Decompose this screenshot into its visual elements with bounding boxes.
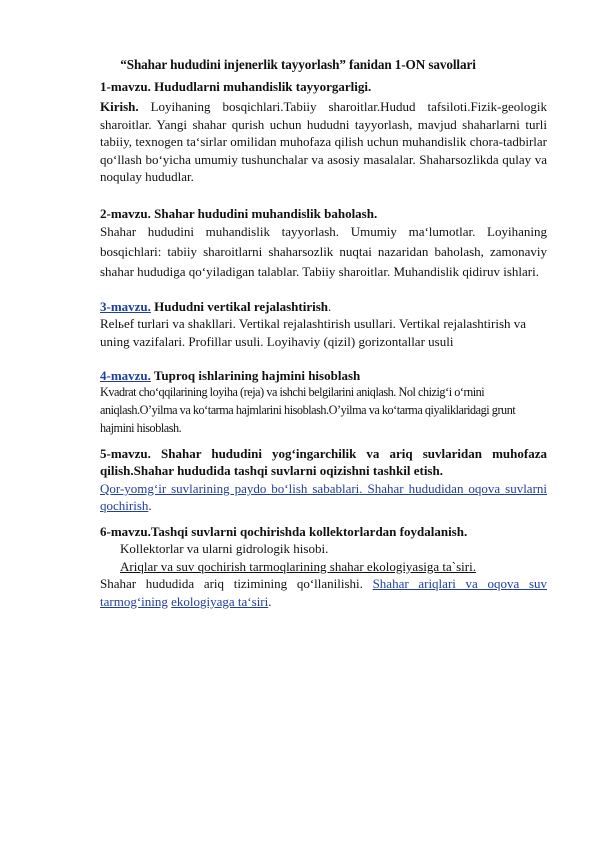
section-4-title: Tuproq ishlarining hajmini hisoblash xyxy=(150,368,361,383)
section-5-body xyxy=(100,480,547,515)
section-6-link-1[interactable]: Shahar ariqlari va oqova suv tarmog‘ining xyxy=(100,576,547,609)
section-3-heading xyxy=(100,298,547,315)
section-1-text: Loyihaning bosqichlari.Tabiiy sharoitlar.Hudud tafsiloti.Fizik-geologik sharoitlar. Yangi shahar qurish uchun hududni tayyorlash, mavjud shaharlarni turli tabiiy, texnogen ta‘sirlar omilidan muhofaza qilish uchun muhandislik chora-tadbirlar qo‘llash bo‘yicha umumiy tushunchalar va asosiy masalalar. Shaharsozlikda qulay va noqulay hududlar. xyxy=(100,99,547,185)
section-6-heading: 6-mavzu.Tashqi suvlarni qochirishda kollektorlardan foydalanish. xyxy=(100,524,468,539)
section-5-separator: . xyxy=(359,480,368,496)
section-3-title: Hududni vertikal rejalashtirish xyxy=(150,299,329,314)
section-3-body: Relьef turlari va shakllari. Vertikal rejalashtirish usullari. Vertikal rejalashtirish va uning vazifalari. Profillar usuli. Loyihaviy (qizil) gorizontallar usuli xyxy=(100,316,527,349)
section-2-heading: 2-mavzu. Shahar hududini muhandislik baholash. xyxy=(100,206,378,221)
intro-label: Kirish. xyxy=(100,99,139,115)
section-4-heading xyxy=(100,367,547,384)
section-6-body xyxy=(100,575,547,610)
section-3-heading-tail: . xyxy=(328,299,332,314)
section-4-body: Kvadrat cho‘qqilarining loyiha (reja) va ishchi belgilarini aniqlash. Nol chizig‘i o‘rnini aniqlash.O’yilma va ko‘tarma hajmlarini hisoblash.O’yilma va ko‘tarma qiyaliklaridagi grunt hajmini hisoblash. xyxy=(100,385,516,435)
section-3 xyxy=(100,298,547,350)
section-6-underlined-line: Ariqlar va suv qochirish tarmoqlarining shahar ekologiyasiga ta`siri. xyxy=(120,558,476,574)
section-6-tail: . xyxy=(268,593,272,609)
section-3-link[interactable]: 3-mavzu. xyxy=(100,299,151,314)
section-6 xyxy=(100,523,547,610)
section-1-heading: 1-mavzu. Hududlarni muhandislik tayyorgarligi. xyxy=(100,79,372,94)
section-5-tail: . xyxy=(148,498,152,514)
section-4 xyxy=(100,367,547,437)
section-6-line-2 xyxy=(100,558,547,575)
section-5-link-1[interactable]: Qor-yomg‘ir suvlarining paydo bo‘lish sabablari xyxy=(100,480,360,496)
section-6-text: Shahar hududida ariq tizimining qo‘llanilishi. xyxy=(100,576,373,592)
section-6-link-2[interactable]: ekologiyaga ta‘siri xyxy=(171,593,269,609)
section-2 xyxy=(100,205,547,281)
section-1-body xyxy=(100,98,547,185)
document-title: “Shahar hududini injenerlik tayyorlash” fanidan 1-ON savollari xyxy=(120,57,476,72)
section-5 xyxy=(100,445,547,515)
section-6-line-1: Kollektorlar va ularni gidrologik hisobi. xyxy=(120,541,329,557)
section-5-heading: 5-mavzu. Shahar hududini yog‘ingarchilik va ariq suvlaridan muhofaza qilish.Shahar hududida tashqi suvlarni oqizishni tashkil etish. xyxy=(100,446,547,479)
section-1 xyxy=(100,78,547,185)
section-4-link[interactable]: 4-mavzu. xyxy=(100,368,151,383)
section-5-link-2[interactable]: Shahar hududidan oqova suvlarni qochirish xyxy=(100,480,548,514)
section-2-body: Shahar hududini muhandislik tayyorlash. Umumiy ma‘lumotlar. Loyihaning bosqichlari: tabiiy sharoitlarni shaharsozlik nuqtai nazaridan baholash, zamonaviy shahar hududiga qo‘yiladigan talablar. Tabiiy sharoitlar. Muhandislik qidiruv ishlari. xyxy=(100,224,547,279)
